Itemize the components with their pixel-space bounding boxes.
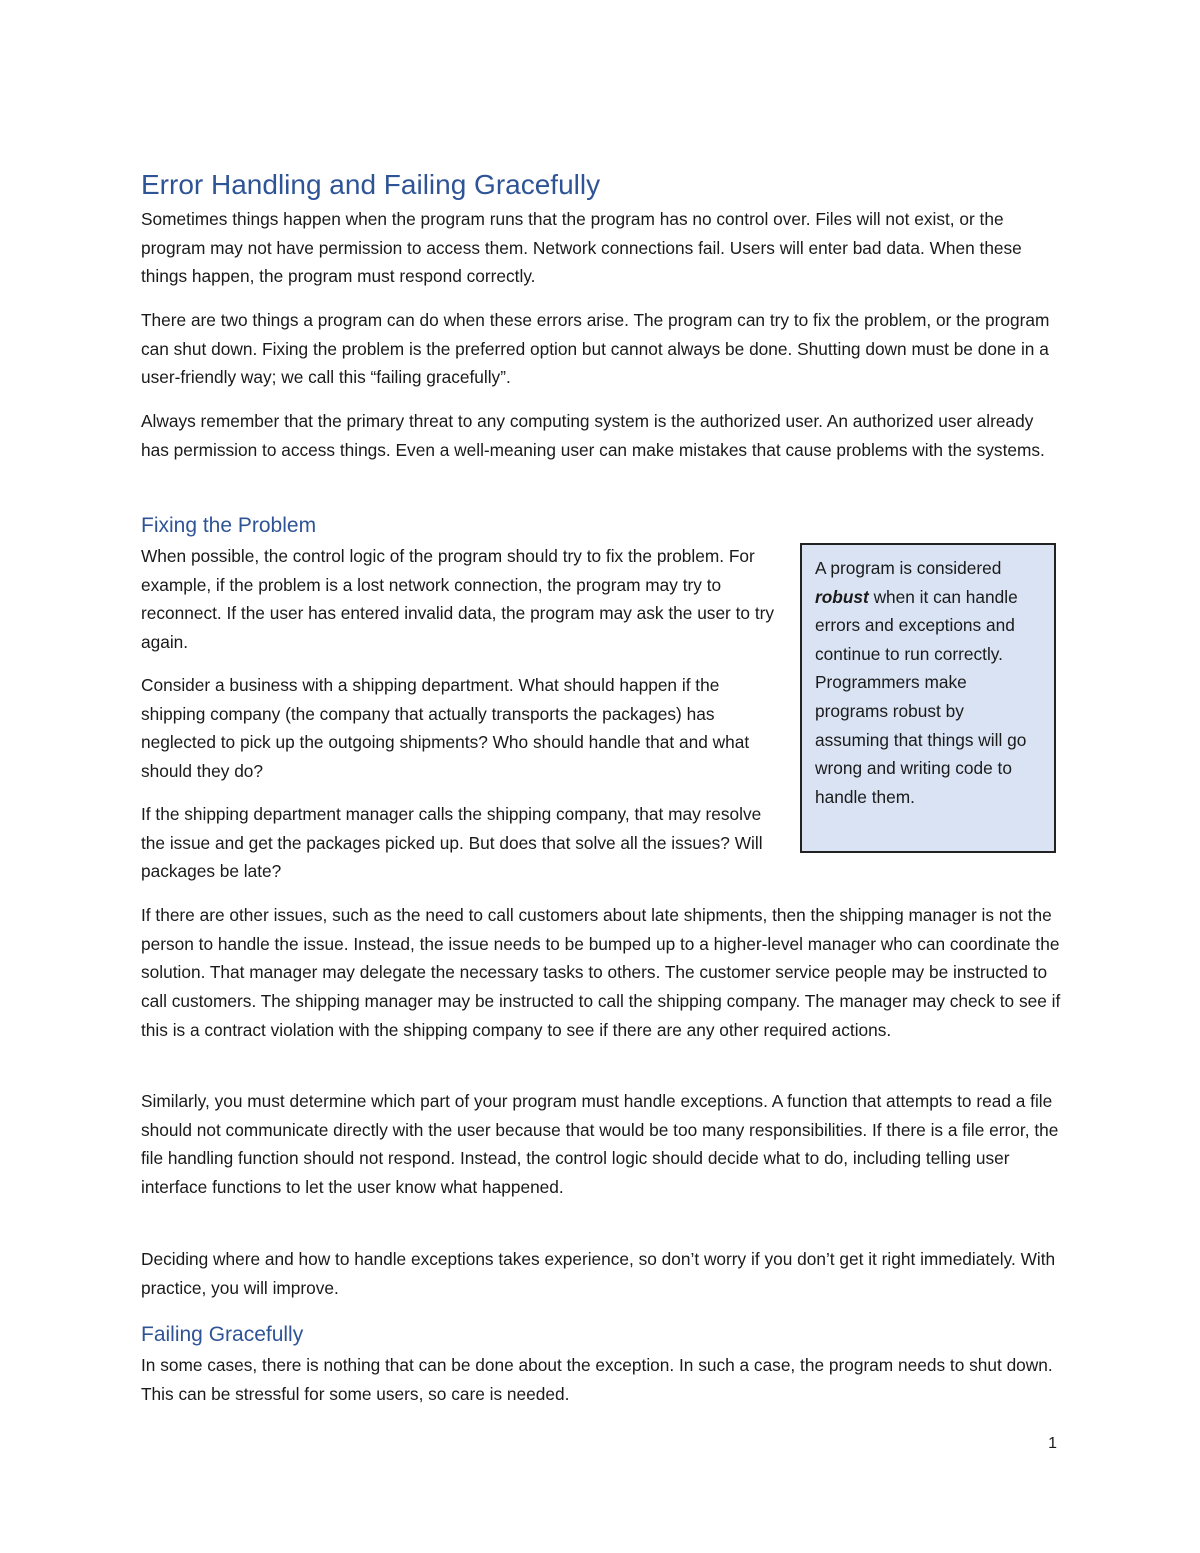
callout-text-before: A program is considered [815,558,1002,578]
intro-paragraph-2: There are two things a program can do when these errors arise. The program can try to fix the problem, or the program can shut down. Fixing the problem is the preferred option but cannot always be done. Shutting down must be done in a user-friendly way; we call this “failing gracefully”. [141,310,1050,388]
fixing-paragraph-3: If the shipping department manager calls the shipping company, that may resolve the issue and get the packages picked up. But does that solve all the issues? Will packages be late? [141,804,763,882]
page-number: 1 [1048,1435,1057,1452]
failing-paragraph-1: In some cases, there is nothing that can be done about the exception. In such a case, the program needs to shut down. This can be stressful for some users, so care is needed. [141,1355,1053,1404]
fixing-paragraph-5: Similarly, you must determine which part of your program must handle exceptions. A function that attempts to read a file should not communicate directly with the user because that would be too many responsibilities. If there is a file error, the file handling function should not respond. Instead, the control logic should decide what to do, including telling user interface functions to let the user know what happened. [141,1091,1059,1198]
robust-callout-box [800,543,1056,853]
fixing-paragraph-6: Deciding where and how to handle exceptions takes experience, so don’t worry if you don’t get it right immediately. With practice, you will improve. [141,1249,1056,1298]
fixing-paragraph-4: If there are other issues, such as the need to call customers about late shipments, then the shipping manager is not the person to handle the issue. Instead, the issue needs to be bumped up to a higher-level manager who can coordinate the solution. That manager may delegate the necessary tasks to others. The customer service people may be instructed to call customers. The shipping manager may be instructed to call the shipping company. The manager may check to see if this is a contract violation with the shipping company to see if there are any other required actions. [141,905,1061,1040]
fixing-paragraph-1: When possible, the control logic of the program should try to fix the problem. For example, if the problem is a lost network connection, the program may try to reconnect. If the user has entered invalid data, the program may ask the user to try again. [141,546,775,653]
fixing-paragraph-2: Consider a business with a shipping department. What should happen if the shipping company (the company that actually transports the packages) has neglected to pick up the outgoing shipments? Who should handle that and what should they do? [141,675,750,782]
callout-text-after: when it can handle errors and exceptions and continue to run correctly. Programmers make programs robust by assuming that things will go wrong and writing code to handle them. [815,586,1027,807]
document-title: Error Handling and Failing Gracefully [141,169,601,200]
callout-emphasis-robust: robust [815,586,869,607]
intro-paragraph-1: Sometimes things happen when the program runs that the program has no control over. Files will not exist, or the program may not have permission to access them. Network connections fail. Users will enter bad data. When these things happen, the program must respond correctly. [141,209,1022,287]
section-heading-failing: Failing Gracefully [141,1323,304,1346]
intro-paragraph-3: Always remember that the primary threat to any computing system is the authorized user. An authorized user already has permission to access things. Even a well-meaning user can make mistakes that cause problems with the systems. [141,411,1045,460]
section-heading-fixing: Fixing the Problem [141,514,317,537]
